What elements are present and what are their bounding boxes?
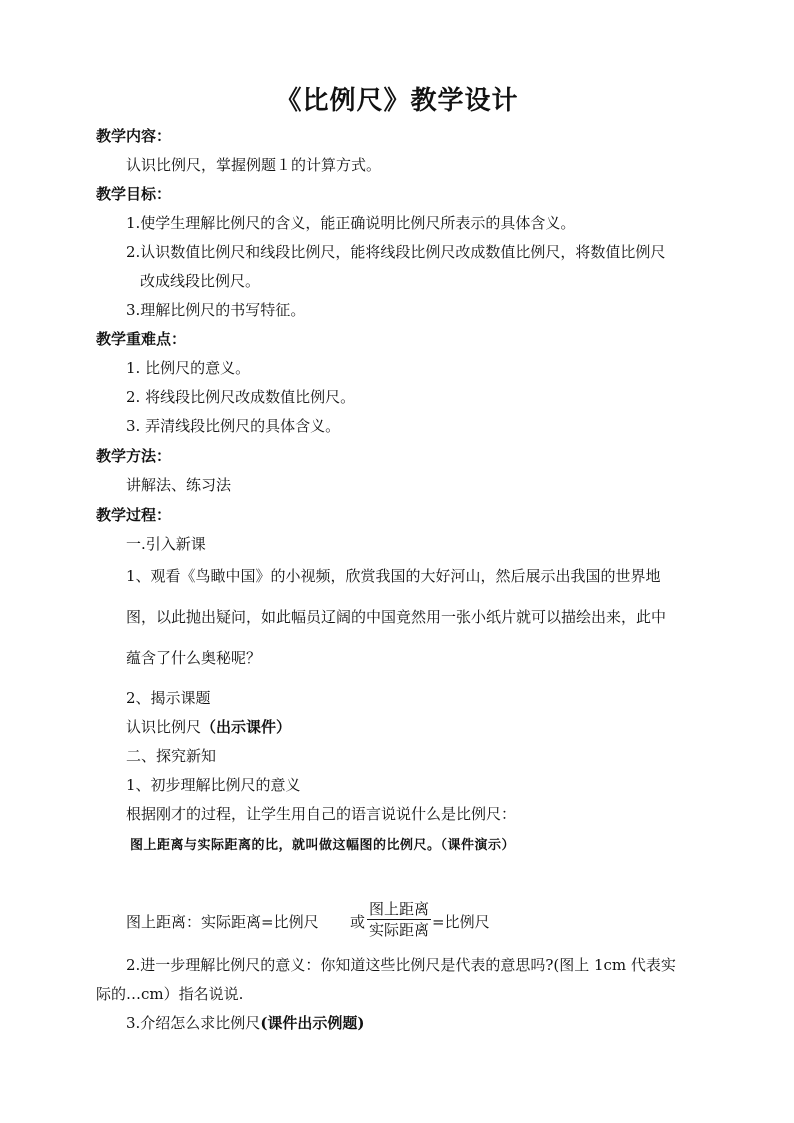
goal-item-2-cont: 改成线段比例尺。 <box>140 272 261 290</box>
process-para-1-line-1: 1、观看《鸟瞰中国》的小视频，欣赏我国的大好河山，然后展示出我国的世界地 <box>126 567 661 585</box>
key-point-2: 2. 将线段比例尺改成数值比例尺。 <box>126 388 356 406</box>
formula-left: 图上距离：实际距离=比例尺 <box>126 913 319 931</box>
formula-fraction <box>367 900 431 939</box>
process-step-2-1: 1、初步理解比例尺的意义 <box>126 776 301 794</box>
process-step-2-2-line-1: 2.进一步理解比例尺的意义：你知道这些比例尺是代表的意思吗?(图上 1cm 代表实 <box>126 956 676 974</box>
formula-right: =比例尺 <box>432 913 490 931</box>
teaching-content-text: 认识比例尺，掌握例题１的计算方式。 <box>126 156 382 174</box>
document-title: 《比例尺》教学设计 <box>275 86 519 116</box>
methods-text: 讲解法、练习法 <box>126 476 232 494</box>
formula-or: 或 <box>350 913 366 931</box>
key-point-1: 1. 比例尺的意义。 <box>126 359 251 377</box>
process-topic-text: 认识比例尺 <box>126 718 202 736</box>
process-part-1: 一.引入新课 <box>126 535 206 553</box>
heading-teaching-content: 教学内容： <box>96 127 172 145</box>
process-para-1-line-2: 图，以此抛出疑问，如此幅员辽阔的中国竟然用一张小纸片就可以描绘出来，此中 <box>126 608 667 626</box>
goal-item-1: 1.使学生理解比例尺的含义，能正确说明比例尺所表示的具体含义。 <box>126 214 576 232</box>
fraction-numerator: 图上距离 <box>368 900 429 918</box>
process-step-2-3-note: (课件出示例题) <box>260 1014 365 1032</box>
process-prompt: 根据刚才的过程，让学生用自己的语言说说什么是比例尺： <box>126 805 517 823</box>
process-topic <box>126 717 291 737</box>
process-topic-note: （出示课件） <box>201 718 292 736</box>
process-para-1-line-3: 蕴含了什么奥秘呢？ <box>126 649 262 667</box>
process-step-2: 2、揭示课题 <box>126 689 211 707</box>
heading-process: 教学过程： <box>96 506 172 524</box>
goal-item-3: 3.理解比例尺的书写特征。 <box>126 301 306 319</box>
process-step-2-2-line-2: 际的…cm）指名说说. <box>96 985 244 1003</box>
heading-key-points: 教学重难点： <box>96 330 187 348</box>
fraction-denominator: 实际距离 <box>368 921 429 939</box>
key-point-3: 3. 弄清线段比例尺的具体含义。 <box>126 417 341 435</box>
definition-text: 图上距离与实际距离的比，就叫做这幅图的比例尺。（课件演示） <box>130 838 516 853</box>
goal-item-2: 2.认识数值比例尺和线段比例尺，能将线段比例尺改成数值比例尺，将数值比例尺 <box>126 243 666 261</box>
process-part-2: 二、探究新知 <box>126 747 217 765</box>
process-step-2-3 <box>126 1013 365 1033</box>
heading-methods: 教学方法： <box>96 447 172 465</box>
heading-teaching-goals: 教学目标： <box>96 185 172 203</box>
process-step-2-3-text: 3.介绍怎么求比例尺 <box>126 1014 261 1032</box>
